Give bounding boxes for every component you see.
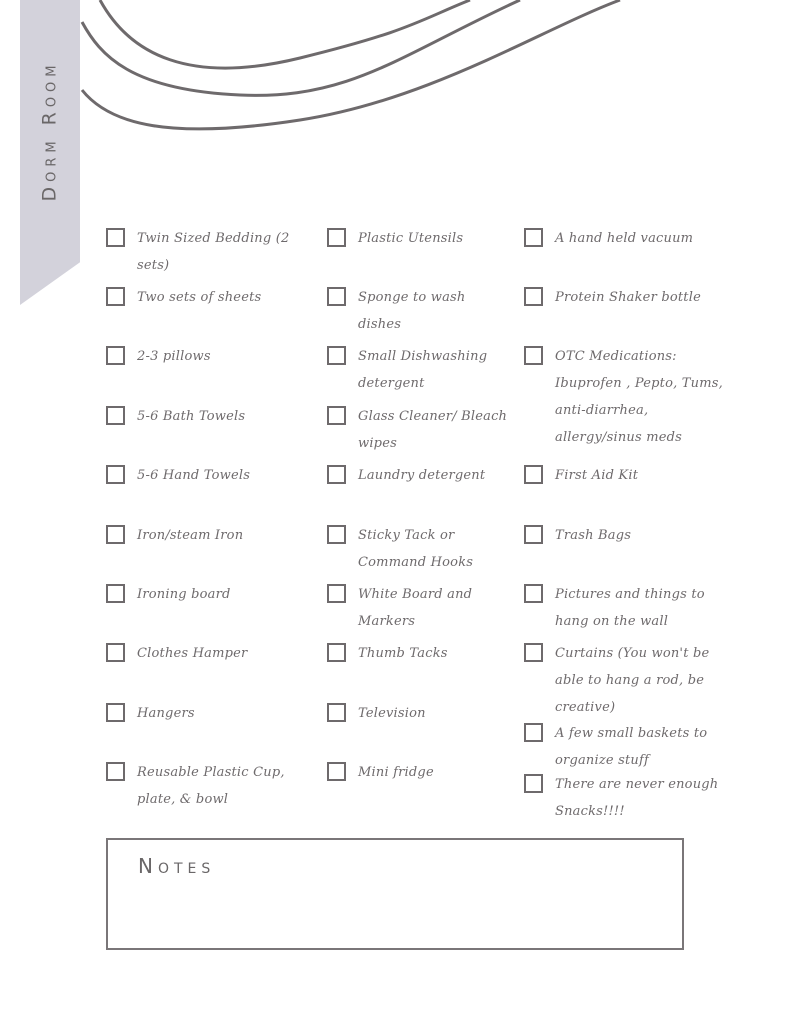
checkbox[interactable] bbox=[327, 643, 346, 662]
item-label: A few small baskets to organize stuff bbox=[555, 726, 708, 768]
checklist-item[interactable] bbox=[106, 462, 301, 489]
checkbox[interactable] bbox=[106, 525, 125, 544]
checkbox[interactable] bbox=[524, 643, 543, 662]
checkbox[interactable] bbox=[524, 465, 543, 484]
checklist-item[interactable] bbox=[106, 522, 301, 549]
item-label: 5-6 Hand Towels bbox=[137, 468, 251, 483]
checkbox[interactable] bbox=[524, 346, 543, 365]
item-label: Iron/steam Iron bbox=[137, 528, 244, 543]
checklist-item[interactable] bbox=[327, 343, 509, 397]
item-label: Ironing board bbox=[137, 587, 231, 602]
checklist-item[interactable] bbox=[106, 284, 301, 311]
checkbox[interactable] bbox=[524, 287, 543, 306]
item-label: Two sets of sheets bbox=[137, 290, 262, 305]
wave-line-2 bbox=[82, 0, 520, 95]
item-label: Thumb Tacks bbox=[358, 646, 448, 661]
item-label: 5-6 Bath Towels bbox=[137, 409, 246, 424]
item-label: Laundry detergent bbox=[358, 468, 486, 483]
checklist-item[interactable] bbox=[106, 700, 301, 727]
checkbox[interactable] bbox=[524, 584, 543, 603]
checkbox[interactable] bbox=[106, 346, 125, 365]
item-label: Plastic Utensils bbox=[358, 231, 464, 246]
checklist-item[interactable] bbox=[327, 403, 509, 457]
checklist-item[interactable] bbox=[327, 522, 509, 576]
checklist-item[interactable] bbox=[106, 403, 301, 430]
wave-line-3 bbox=[82, 0, 620, 129]
checkbox[interactable] bbox=[327, 762, 346, 781]
checklist-item[interactable] bbox=[106, 581, 301, 608]
item-label: Reusable Plastic Cup, plate, & bowl bbox=[137, 765, 285, 807]
checkbox[interactable] bbox=[327, 465, 346, 484]
decorative-waves bbox=[0, 0, 791, 200]
item-label: Small Dishwashing detergent bbox=[358, 349, 488, 391]
checkbox[interactable] bbox=[106, 703, 125, 722]
notes-box[interactable] bbox=[106, 838, 684, 950]
checkbox[interactable] bbox=[327, 703, 346, 722]
checklist-item[interactable] bbox=[106, 225, 301, 279]
checkbox[interactable] bbox=[106, 762, 125, 781]
checklist-item[interactable] bbox=[524, 343, 739, 451]
checkbox[interactable] bbox=[106, 406, 125, 425]
item-label: 2-3 pillows bbox=[137, 349, 211, 364]
checklist-item[interactable] bbox=[327, 700, 509, 727]
item-label: OTC Medications: Ibuprofen , Pepto, Tums, anti-diarrhea, allergy/sinus meds bbox=[555, 349, 723, 445]
item-label: Mini fridge bbox=[358, 765, 434, 780]
item-label: Glass Cleaner/ Bleach wipes bbox=[358, 409, 508, 451]
sidebar-title: Dorm Room bbox=[39, 60, 62, 202]
checklist-item[interactable] bbox=[327, 759, 509, 786]
checklist-item[interactable] bbox=[524, 640, 739, 721]
checklist-item[interactable] bbox=[327, 462, 509, 489]
checkbox[interactable] bbox=[524, 525, 543, 544]
item-label: Curtains (You won't be able to hang a rod, be creative) bbox=[555, 646, 710, 715]
item-label: Television bbox=[358, 706, 426, 721]
checklist-item[interactable] bbox=[106, 759, 301, 813]
checkbox[interactable] bbox=[106, 584, 125, 603]
checklist-item[interactable] bbox=[524, 720, 739, 774]
checklist-item[interactable] bbox=[524, 522, 739, 549]
checkbox[interactable] bbox=[106, 228, 125, 247]
item-label: Sponge to wash dishes bbox=[358, 290, 466, 332]
item-label: Pictures and things to hang on the wall bbox=[555, 587, 705, 629]
checkbox[interactable] bbox=[327, 406, 346, 425]
checklist-item[interactable] bbox=[327, 225, 509, 252]
item-label: Twin Sized Bedding (2 sets) bbox=[137, 231, 290, 273]
checklist-item[interactable] bbox=[524, 581, 739, 635]
item-label: Hangers bbox=[137, 706, 195, 721]
wave-line-1 bbox=[100, 0, 470, 68]
item-label: There are never enough Snacks!!!! bbox=[555, 777, 719, 819]
checkbox[interactable] bbox=[106, 465, 125, 484]
checklist-item[interactable] bbox=[327, 640, 509, 667]
checklist-item[interactable] bbox=[524, 462, 739, 489]
item-label: A hand held vacuum bbox=[555, 231, 694, 246]
notes-title: Notes bbox=[138, 854, 216, 878]
checkbox[interactable] bbox=[327, 584, 346, 603]
item-label: First Aid Kit bbox=[555, 468, 639, 483]
checklist-item[interactable] bbox=[524, 225, 739, 252]
checklist-item[interactable] bbox=[327, 284, 509, 338]
checkbox[interactable] bbox=[327, 525, 346, 544]
checklist-item[interactable] bbox=[524, 284, 739, 311]
checklist-item[interactable] bbox=[106, 640, 301, 667]
checklist-item[interactable] bbox=[524, 771, 739, 825]
checkbox[interactable] bbox=[524, 228, 543, 247]
item-label: Clothes Hamper bbox=[137, 646, 248, 661]
item-label: White Board and Markers bbox=[358, 587, 473, 629]
item-label: Sticky Tack or Command Hooks bbox=[358, 528, 474, 570]
checkbox[interactable] bbox=[327, 346, 346, 365]
item-label: Trash Bags bbox=[555, 528, 632, 543]
checkbox[interactable] bbox=[524, 723, 543, 742]
checkbox[interactable] bbox=[106, 643, 125, 662]
checkbox[interactable] bbox=[327, 287, 346, 306]
checkbox[interactable] bbox=[327, 228, 346, 247]
checklist-item[interactable] bbox=[106, 343, 301, 370]
checkbox[interactable] bbox=[106, 287, 125, 306]
item-label: Protein Shaker bottle bbox=[555, 290, 701, 305]
checkbox[interactable] bbox=[524, 774, 543, 793]
checklist-item[interactable] bbox=[327, 581, 509, 635]
